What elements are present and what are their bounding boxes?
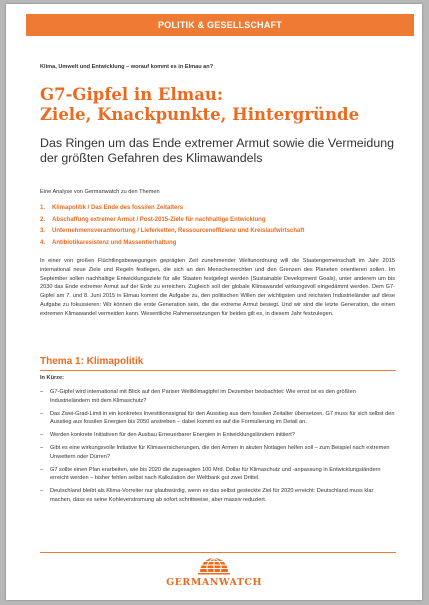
title-line-2: Ziele, Knackpunkte, Hintergründe (40, 105, 360, 124)
topic-list (40, 203, 400, 249)
category-banner-label: POLITIK & GESELLSCHAFT (158, 20, 282, 30)
topic-number: 1. (40, 205, 46, 211)
summary-item: – G7 sollte einen Plan erarbeiten, wie bis 2020 die zugesagten 100 Mrd. Dollar für Klimaschutz und -anpassung in Entwicklungsländern erreicht werden – bisher fehlen selbst nach Kalkulation der Weltbank gut zwei Drittel. (40, 466, 396, 484)
title-line-1: G7-Gipfel in Elmau: (40, 85, 224, 104)
summary-item: – Das Zwei-Grad-Limit in ein konkretes Investitionssignal für den Ausstieg aus dem fossilen Zeitalter übersetzen. G7 muss für sich selbst den Ausstieg aus fossilen Energien bis 2050 anstreben – dabei kommt es auf die Formulierung im Detail an. (40, 410, 396, 428)
topic-number: 4. (40, 239, 46, 246)
summary-item: – Werden konkrete Initiativen für den Ausbau Erneuerbarer Energien in Entwicklungsländern initiiert? (40, 431, 396, 440)
summary-item: – G7-Gipfel wird international mit Blick auf den Pariser Weltklimagipfel im Dezember beobachtet: Wie ernst ist es den größten Industrieländern mit dem Klimaschutz? (40, 388, 396, 406)
topic-label: Antibiotikaresistenz und Massentierhaltung (52, 239, 177, 246)
section-divider (40, 370, 396, 371)
topic-label: Unternehmensverantwortung / Lieferketten, Ressourceneffizienz und Kreislaufwirtschaft (52, 228, 305, 234)
page-subtitle: Das Ringen um das Ende extremer Armut sowie die Vermeidung der größten Gefahren des Klimawandels (40, 136, 394, 165)
germanwatch-logo-text: GERMANWATCH (166, 577, 262, 588)
summary-list (40, 388, 396, 509)
intro-paragraph: In einer von großen Flüchtlingsbewegungen geprägten Zeit zunehmender Weltunordnung will die Staatengemeinschaft im Jahr 2015 international neue Ziele und Regeln festlegen, die sich an den Menschenrechten und den Grenzen des Planeten orientieren sollen. Im September sollen nachhaltige Entwicklungsziele für alle Staaten festgelegt werden (Sustainable Development Goals), unter anderem um bis 2030 das Ende extremer Armut auf der Erde zu erreichen. Zugleich soll der globale Klimawandel wirkungsvoll eingedämmt werden. Dem G7-Gipfel am 7. und 8. Juni 2015 in Elmau kommt die Aufgabe zu, den politischen Willen der wichtigsten und reichsten Industrieländer auf diese Aufgabe zu fokussieren: Wir können die erste Generation sein, die die extreme Armut besiegt. Und wir sind die letzte Generation, die einen extremen Klimawandel vermeiden kann. Wesentliche Rahmensetzungen für beides gilt es, in diesem Jahr festzulegen. (40, 258, 395, 317)
document-page (6, 4, 422, 600)
topic-label: Klimapolitik / Das Ende des fossilen Zeitalters (52, 205, 184, 211)
topic-label: Abschaffung extremer Armut / Post-2015-Ziele für nachhaltige Entwicklung (52, 216, 266, 223)
summary-item: – Deutschland bleibt als Klima-Vorreiter nur glaubwürdig, wenn es das selbst gesteckte Ziel für 2020 erreicht: Deutschland muss klar machen, dass es seine Kohleverstromung ab sofort schrittweise, aber massiv reduziert. (40, 487, 396, 505)
intro-text: Eine Analyse von Germanwatch zu den Themen (40, 189, 160, 195)
topic-item (40, 215, 400, 227)
topic-item (40, 203, 400, 215)
topic-item (40, 226, 400, 238)
topic-item (40, 238, 400, 250)
category-banner (26, 14, 414, 36)
page-title (40, 85, 359, 125)
kicker-text: Klima, Umwelt und Entwicklung – worauf kommt es in Elmau an? (40, 64, 214, 70)
summary-label: In Kürze: (40, 375, 64, 381)
footer-divider (40, 552, 396, 553)
summary-item: – Gibt es eine wirkungsvolle Initiative für Klimaversicherungen, die den Armen in akuten Notlagen helfen soll – zum Beispiel nach extremen Unwettern oder Dürren? (40, 444, 396, 462)
topic-number: 3. (40, 228, 46, 234)
topic-number: 2. (40, 216, 46, 223)
globe-logo-icon (198, 556, 230, 578)
section-heading: Thema 1: Klimapolitik (40, 356, 144, 367)
